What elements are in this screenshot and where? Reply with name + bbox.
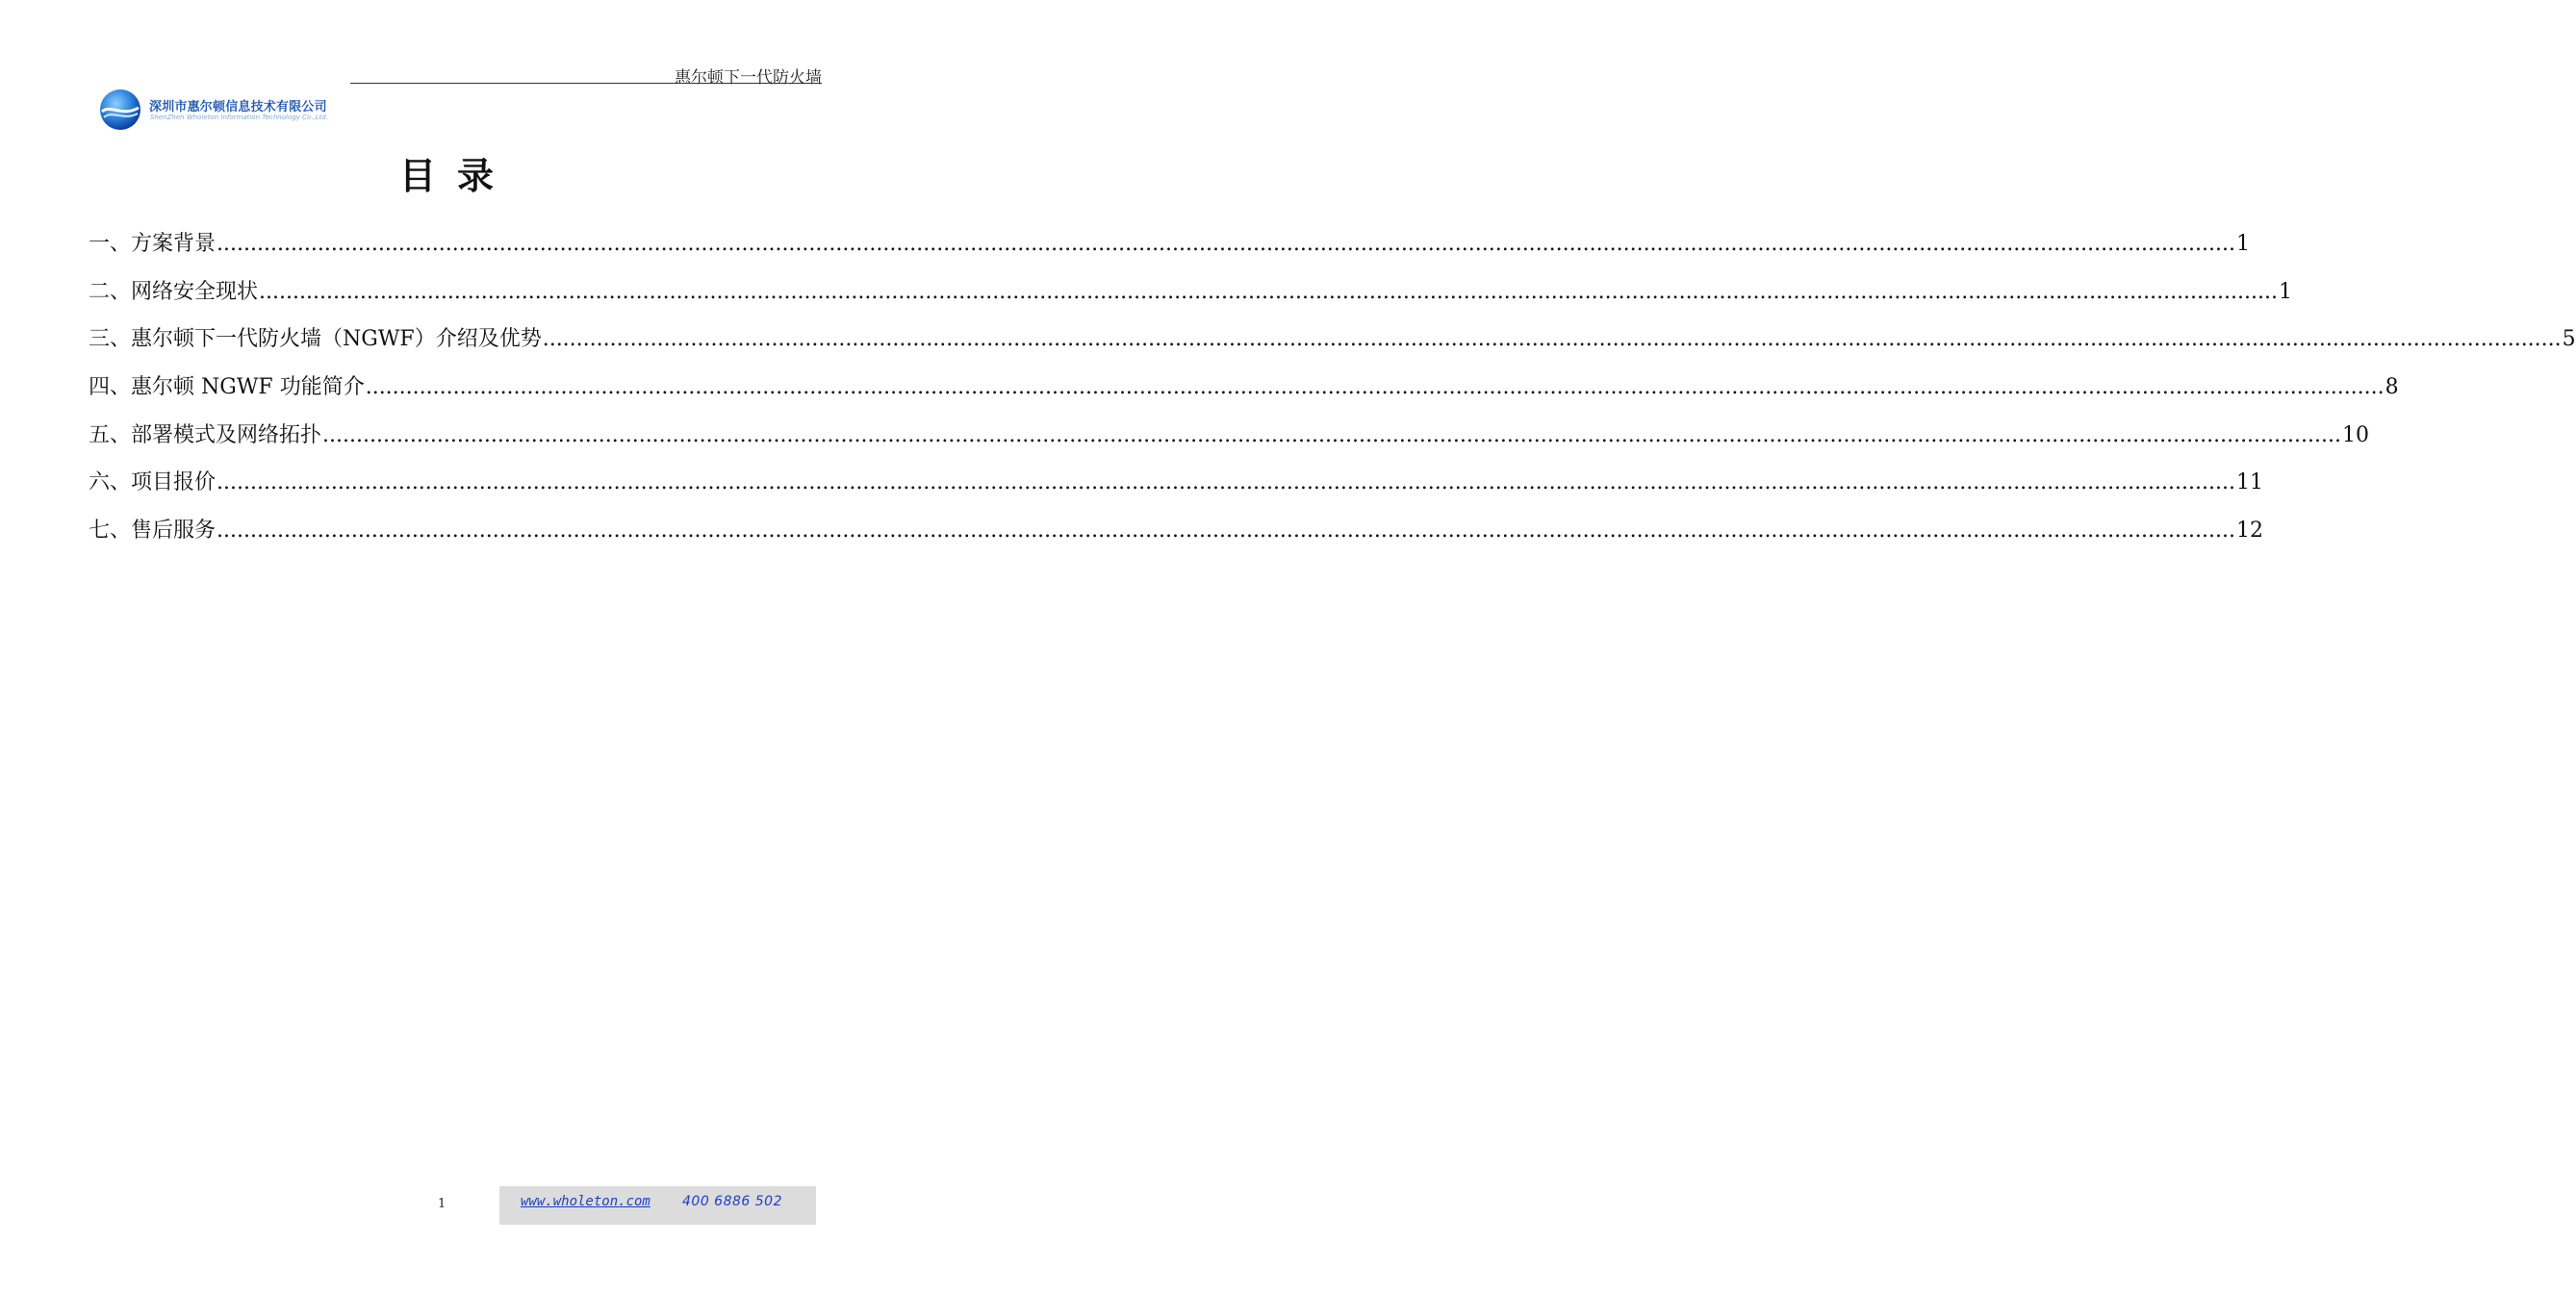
globe-logo-icon: [99, 89, 141, 131]
toc-entry[interactable]: [89, 322, 2576, 370]
header-title: 惠尔顿下一代防火墙: [675, 68, 822, 88]
toc-entry-label: 二、网络安全现状: [89, 279, 259, 304]
table-of-contents: [89, 227, 2576, 562]
toc-leader: ............................................................................................................................................................................................................................................................................................................: [365, 375, 2385, 400]
toc-leader: ............................................................................................................................................................................................................................................................................................................: [259, 279, 2278, 304]
toc-entry-label: 四、惠尔顿 NGWF 功能简介: [89, 375, 365, 400]
toc-entry-label: 六、项目报价: [89, 470, 217, 495]
toc-entry[interactable]: [89, 466, 2263, 514]
toc-leader: ............................................................................................................................................................................................................................................................................................................: [217, 470, 2235, 495]
toc-entry[interactable]: [89, 370, 2399, 418]
toc-entry-page: 12: [2235, 519, 2263, 544]
toc-entry-label: 三、惠尔顿下一代防火墙（NGWF）介绍及优势: [89, 327, 542, 352]
toc-entry[interactable]: [89, 418, 2369, 467]
logo-company-name: 深圳市惠尔顿信息技术有限公司: [149, 100, 327, 114]
footer-contact-box: [499, 1186, 816, 1225]
toc-leader: ............................................................................................................................................................................................................................................................................................................: [217, 519, 2235, 544]
toc-entry-page: 1: [2278, 279, 2292, 304]
logo-company-name-en: ShenZhen Wholeton Information Technology Co.,Ltd.: [150, 114, 328, 121]
toc-entry-label: 一、方案背景: [89, 232, 217, 256]
toc-entry-page: 10: [2341, 422, 2369, 447]
toc-entry-page: 5: [2562, 327, 2576, 352]
toc-entry[interactable]: [89, 275, 2292, 323]
footer-phone: 400 6886 502: [682, 1194, 782, 1209]
toc-leader: ............................................................................................................................................................................................................................................................................................................: [322, 422, 2341, 447]
toc-title: 目录: [398, 155, 515, 197]
header-rule: [350, 83, 822, 84]
footer-website-link[interactable]: www.wholeton.com: [521, 1194, 650, 1209]
toc-entry-page: 8: [2385, 375, 2399, 400]
page-number: 1: [438, 1197, 446, 1211]
toc-leader: ............................................................................................................................................................................................................................................................................................................: [217, 232, 2235, 256]
toc-entry-page: 11: [2235, 470, 2263, 495]
toc-entry-page: 1: [2235, 232, 2250, 256]
toc-entry[interactable]: [89, 514, 2263, 562]
toc-entry-label: 五、部署模式及网络拓扑: [89, 422, 322, 447]
company-logo: [99, 89, 349, 131]
toc-entry-label: 七、售后服务: [89, 519, 217, 544]
toc-leader: ............................................................................................................................................................................................................................................................................................................: [542, 327, 2562, 352]
toc-entry[interactable]: [89, 227, 2250, 275]
